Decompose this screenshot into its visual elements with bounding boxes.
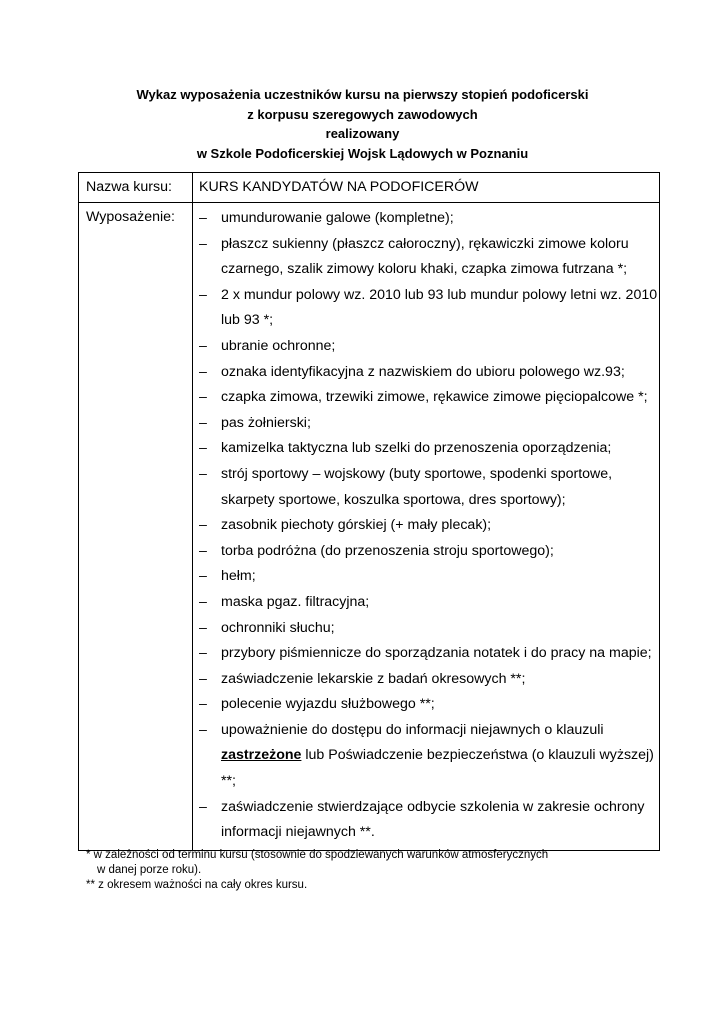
- list-item: [199, 590, 659, 616]
- course-name-value: KURS KANDYDATÓW NA PODOFICERÓW: [193, 173, 660, 203]
- equipment-row: [79, 203, 660, 851]
- list-item-text: zasobnik piechoty górskiej (+ mały plecak);: [221, 517, 492, 534]
- document-title: [0, 85, 725, 163]
- footnote-2: ** z okresem ważności na cały okres kursu.: [86, 879, 308, 891]
- clearance-text-1: upoważnienie do dostępu do informacji niejawnych o klauzuli: [221, 721, 604, 738]
- dash-bullet: –: [199, 670, 207, 687]
- list-item-text: przybory piśmiennicze do sporządzania notatek i do pracy na mapie;: [221, 645, 652, 662]
- list-item: [199, 564, 659, 590]
- list-item-text: ochronniki słuchu;: [221, 619, 335, 636]
- equipment-table: [78, 172, 660, 851]
- list-item-text: zaświadczenie stwierdzające odbycie szkolenia w zakresie ochrony informacji niejawnych **.: [221, 798, 645, 841]
- list-item-text: polecenie wyjazdu służbowego **;: [221, 696, 435, 713]
- dash-bullet: –: [199, 696, 207, 713]
- course-name-row: [79, 173, 660, 203]
- dash-bullet: –: [199, 542, 207, 559]
- dash-bullet: –: [199, 440, 207, 457]
- list-item-text: strój sportowy – wojskowy (buty sportowe, spodenki sportowe, skarpety sportowe, koszulka sportowa, dres sportowy);: [221, 465, 613, 508]
- list-item: [199, 462, 659, 513]
- list-item-text: czapka zimowa, trzewiki zimowe, rękawice zimowe pięciopalcowe *;: [221, 389, 648, 406]
- equipment-list: [199, 206, 659, 850]
- dash-bullet: –: [199, 721, 207, 738]
- dash-bullet: –: [199, 337, 207, 354]
- dash-bullet: –: [199, 593, 207, 610]
- dash-bullet: –: [199, 517, 207, 534]
- dash-bullet: –: [199, 414, 207, 431]
- dash-bullet: –: [199, 210, 207, 226]
- dash-bullet: –: [199, 568, 207, 585]
- list-item-text: kamizelka taktyczna lub szelki do przenoszenia oporządzenia;: [221, 440, 612, 457]
- clearance-text-2: lub Poświadczenie bezpieczeństwa (o klauzuli wyższej) **;: [221, 747, 654, 790]
- list-item: [199, 539, 659, 565]
- list-item-text: oznaka identyfikacyjna z nazwiskiem do ubioru polowego wz.93;: [221, 363, 625, 380]
- title-line-1: Wykaz wyposażenia uczestników kursu na pierwszy stopień podoficerski: [136, 87, 589, 102]
- dash-bullet: –: [199, 645, 207, 662]
- dash-bullet: –: [199, 363, 207, 380]
- list-item: [199, 360, 659, 386]
- equipment-label: Wyposażenie:: [79, 203, 193, 851]
- list-item-text: maska pgaz. filtracyjna;: [221, 593, 370, 610]
- list-item: [199, 513, 659, 539]
- footnotes: [86, 848, 548, 893]
- dash-bullet: –: [199, 798, 207, 815]
- list-item-text: hełm;: [221, 568, 256, 585]
- list-item: [199, 436, 659, 462]
- footnote-1-line-2: w danej porze roku).: [97, 864, 202, 876]
- list-item-text: 2 x mundur polowy wz. 2010 lub 93 lub mundur polowy letni wz. 2010 lub 93 *;: [221, 286, 658, 329]
- title-line-3: realizowany: [325, 126, 400, 141]
- list-item: [199, 641, 659, 667]
- dash-bullet: –: [199, 389, 207, 406]
- list-item: [199, 385, 659, 411]
- list-item: [199, 411, 659, 437]
- clearance-emphasis: zastrzeżone: [221, 747, 302, 764]
- dash-bullet: –: [199, 235, 207, 252]
- list-item: [199, 667, 659, 693]
- list-item-text: płaszcz sukienny (płaszcz całoroczny), rękawiczki zimowe koloru czarnego, szalik zimowy koloru khaki, czapka zimowa futrzana *;: [221, 235, 629, 278]
- list-item-text: zaświadczenie lekarskie z badań okresowych **;: [221, 670, 526, 687]
- list-item-clearance: [199, 718, 659, 795]
- list-item: [199, 616, 659, 642]
- list-item-text: umundurowanie galowe (kompletne);: [221, 210, 454, 226]
- list-item-text: ubranie ochronne;: [221, 337, 336, 354]
- footnote-1-line-1: * w zależności od terminu kursu (stosownie do spodziewanych warunków atmosferycznych: [86, 849, 549, 861]
- course-name-label: Nazwa kursu:: [79, 173, 193, 203]
- title-line-2: z korpusu szeregowych zawodowych: [247, 106, 478, 122]
- list-item: [199, 334, 659, 360]
- dash-bullet: –: [199, 465, 207, 482]
- dash-bullet: –: [199, 619, 207, 636]
- list-item-last: [199, 795, 659, 846]
- dash-bullet: –: [199, 286, 207, 303]
- list-item: [199, 692, 659, 718]
- list-item: [199, 206, 659, 232]
- list-item-text: pas żołnierski;: [221, 414, 311, 431]
- list-item-text: torba podróżna (do przenoszenia stroju sportowego);: [221, 542, 554, 559]
- equipment-list-cell: [193, 203, 660, 851]
- title-line-4: w Szkole Podoficerskiej Wojsk Lądowych w Poznaniu: [196, 145, 529, 161]
- list-item: [199, 283, 659, 334]
- list-item: [199, 232, 659, 283]
